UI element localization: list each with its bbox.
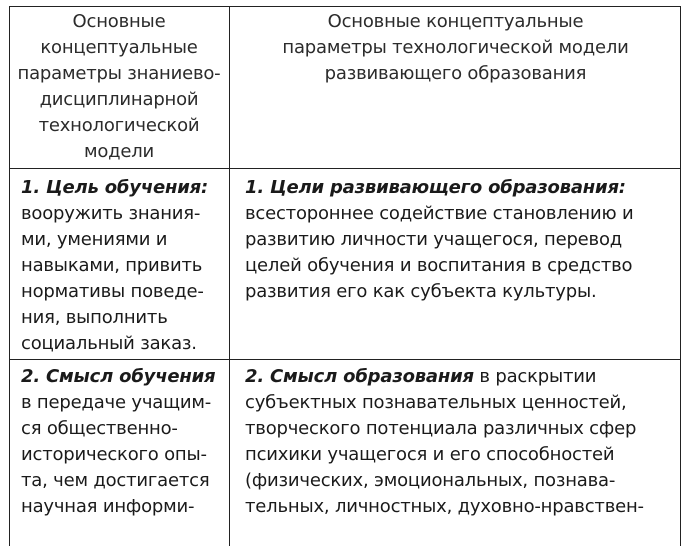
row1-left-line: ми, умениями и (21, 229, 168, 250)
row1-bottom-border (9, 359, 681, 360)
row2-right-line: психики учащегося и его способностей (245, 444, 615, 465)
row2-right-cell (245, 364, 679, 520)
row1-left-line: нормативы поведе- (21, 281, 204, 302)
header-right-line: развивающего образования (324, 63, 587, 84)
row2-right-line: субъектных познавательных ценностей, (245, 392, 627, 413)
row1-left-line: вооружить знания- (21, 203, 201, 224)
header-left-line: дисциплинарной (39, 89, 199, 110)
row2-left-line: в передаче учащим- (21, 392, 212, 413)
header-left-line: параметры знаниево- (17, 63, 221, 84)
header-left-line: модели (83, 141, 155, 162)
header-cell-left (10, 9, 228, 165)
table-right-border (680, 6, 681, 546)
row2-right-line: творческого потенциала различных сфер (245, 418, 637, 439)
header-right-line: параметры технологической модели (282, 37, 629, 58)
row2-left-cell (21, 364, 226, 520)
row2-left-line: научная информи- (21, 496, 195, 517)
row1-right-line: развитию личности учащегося, перевод (245, 229, 623, 250)
row1-left-title: 1. Цель обучения: (21, 177, 209, 198)
row2-left-line: та, чем достигается (21, 470, 210, 491)
row2-left-title: 2. Смысл обучения (21, 366, 216, 387)
comparison-table (9, 6, 681, 546)
header-cell-right (230, 9, 681, 87)
row2-left-line: исторического опы- (21, 444, 207, 465)
table-top-border (9, 6, 681, 7)
row1-right-line: целей обучения и воспитания в средство (245, 255, 633, 276)
header-left-line: Основные (72, 11, 166, 32)
row1-left-line: ния, выполнить (21, 307, 168, 328)
row1-left-cell (21, 175, 226, 357)
row2-right-line: тельных, личностных, духовно-нравствен- (245, 496, 644, 517)
row2-right-title: 2. Смысл образования (245, 366, 474, 387)
row1-right-line: развития его как субъекта культуры. (245, 281, 597, 302)
row1-right-line: всестороннее содействие становлению и (245, 203, 634, 224)
row2-right-line: (физических, эмоциональных, познава- (245, 470, 616, 491)
header-left-line: технологической (38, 115, 200, 136)
header-bottom-border (9, 168, 681, 169)
header-left-line: концептуальные (40, 37, 198, 58)
row2-right-title-rest: в раскрытии (473, 366, 597, 387)
column-divider (229, 6, 230, 546)
row1-right-cell (245, 175, 679, 305)
row2-left-line: ся общественно- (21, 418, 178, 439)
row1-left-line: навыками, привить (21, 255, 203, 276)
row1-right-title: 1. Цели развивающего образования: (245, 177, 626, 198)
header-right-line: Основные концептуальные (327, 11, 584, 32)
row1-left-line: социальный заказ. (21, 333, 197, 354)
